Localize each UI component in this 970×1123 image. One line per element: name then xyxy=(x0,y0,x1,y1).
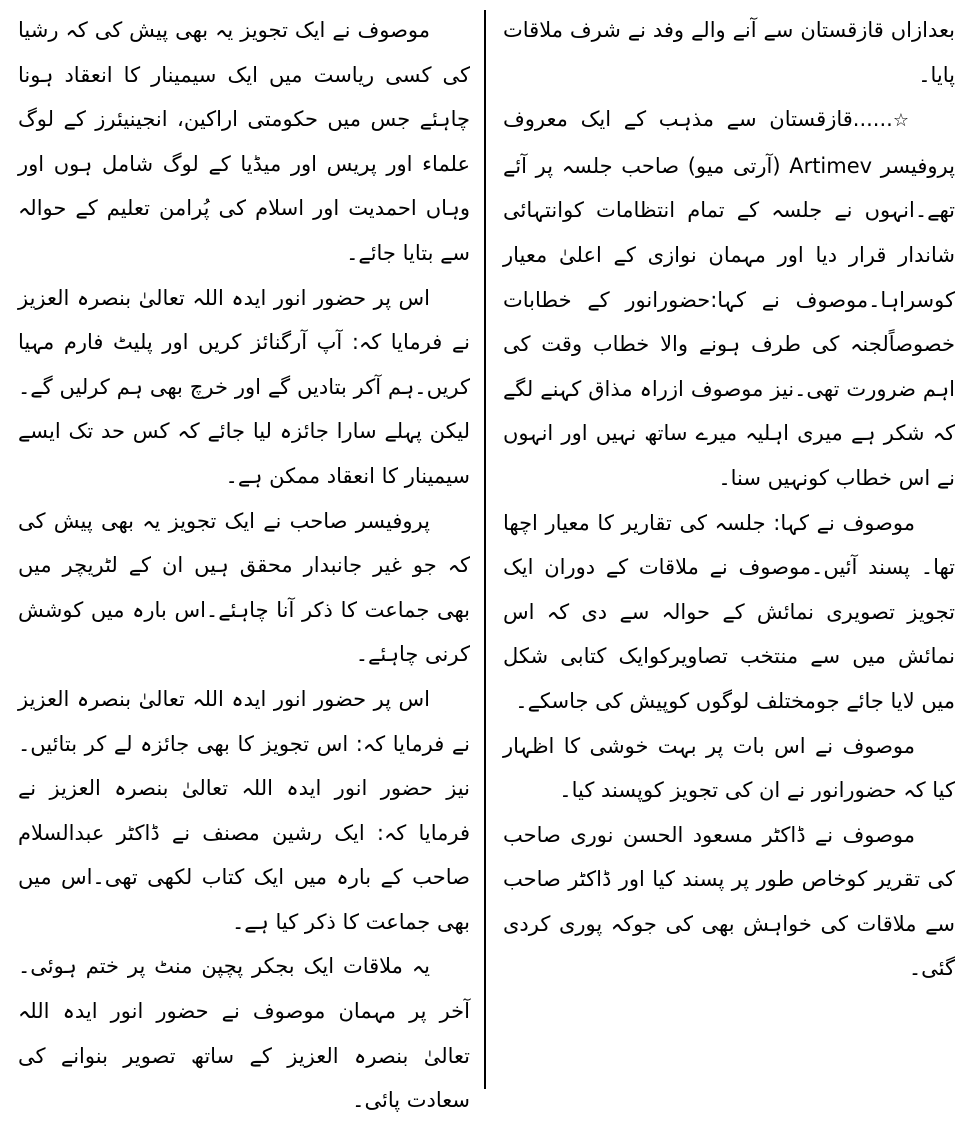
right-paragraph-5: موصوف نے ڈاکٹر مسعود الحسن نوری صاحب کی تقریر کوخاص طور پر پسند کیا اور ڈاکٹر صاحب سے ملاقات کی خواہش بھی کی جوکہ پوری کردی گئی۔ xyxy=(503,822,955,981)
right-paragraph-3: موصوف نے کہا: جلسہ کی تقاریر کا معیار اچھا تھا۔ پسند آئیں۔موصوف نے ملاقات کے دوران ایک تجویز تصویری نمائش کے حوالہ سے دی کہ اس نمائش میں سے منتخب تصاویرکوایک کتابی شکل میں لایا جائے جومختلف لوگوں کوپیش کی جاسکے۔ xyxy=(503,510,955,713)
left-paragraph-3: پروفیسر صاحب نے ایک تجویز یہ بھی پیش کی کہ جو غیر جانبدار محقق ہیں ان کے لٹریچر میں بھی جماعت کا ذکر آنا چاہئے۔اس بارہ میں کوشش کرنی چاہئے۔ xyxy=(18,508,470,667)
left-paragraph-2: اس پر حضور انور ایدہ اللہ تعالیٰ بنصرہ العزیز نے فرمایا کہ: آپ آرگنائز کریں اور پلیٹ فارم مہیا کریں۔ہم آکر بتادیں گے اور خرچ بھی ہم کرلیں گے۔لیکن پہلے سارا جائزہ لیا جائے کہ کس حد تک ایسے سیمینار کا انعقاد ممکن ہے۔ xyxy=(18,285,470,488)
left-paragraph-4: اس پر حضور انور ایدہ اللہ تعالیٰ بنصرہ العزیز نے فرمایا کہ: اس تجویز کا بھی جائزہ لے کر بتائیں۔نیز حضور انور ایدہ اللہ تعالیٰ بنصرہ العزیز نے فرمایا کہ: ایک رشین مصنف نے ڈاکٹر عبدالسلام صاحب کے بارہ میں ایک کتاب لکھی تھی۔اس میں بھی جماعت کا ذکر کیا ہے۔ xyxy=(18,686,470,934)
right-column xyxy=(503,8,955,991)
left-column xyxy=(18,8,470,1123)
left-paragraph-5: یہ ملاقات ایک بجکر پچپن منٹ پر ختم ہوئی۔آخر پر مہمان موصوف نے حضور انور ایدہ اللہ تعالیٰ بنصرہ العزیز کے ساتھ تصویر بنوانے کی سعادت پائی۔ xyxy=(18,954,470,1113)
right-paragraph-1: بعدازاں قازقستان سے آنے والے وفد نے شرف ملاقات پایا۔ xyxy=(503,18,955,87)
left-paragraph-1: موصوف نے ایک تجویز یہ بھی پیش کی کہ رشیا کی کسی ریاست میں ایک سیمینار کا انعقاد ہونا چاہئے جس میں حکومتی اراکین، انجینیئرز کے لوگ علماء اور پریس اور میڈیا کے لوگ شامل ہوں اور وہاں احمدیت اور اسلام کی پُرامن تعلیم کے حوالہ سے بتایا جائے۔ xyxy=(18,18,470,265)
star-icon: ☆ xyxy=(892,110,916,132)
right-paragraph-4: موصوف نے اس بات پر بہت خوشی کا اظہار کیا کہ حضورانور نے ان کی تجویز کوپسند کیا۔ xyxy=(503,733,955,803)
right-paragraph-2-text: ......قازقستان سے مذہب کے ایک معروف پروفیسر Artimev (آرتی میو) صاحب جلسہ پر آئے تھے۔انہوں نے جلسہ کے تمام انتظامات کوانتہائی شاندار قرار دیا اور مہمان نوازی کے اعلیٰ معیار کوسراہا۔موصوف نے کہا:حضورانور کے خطابات خصوصاًلجنہ کی طرف ہونے والا خطاب وقت کی اہم ضرورت تھی۔نیز موصوف ازراہ مذاق کہنے لگے کہ شکر ہے میری اہلیہ میرے ساتھ نہیں اور انہوں نے اس خطاب کونہیں سنا۔ xyxy=(503,107,955,490)
right-paragraph-2 xyxy=(503,97,955,500)
column-divider xyxy=(484,10,486,1089)
